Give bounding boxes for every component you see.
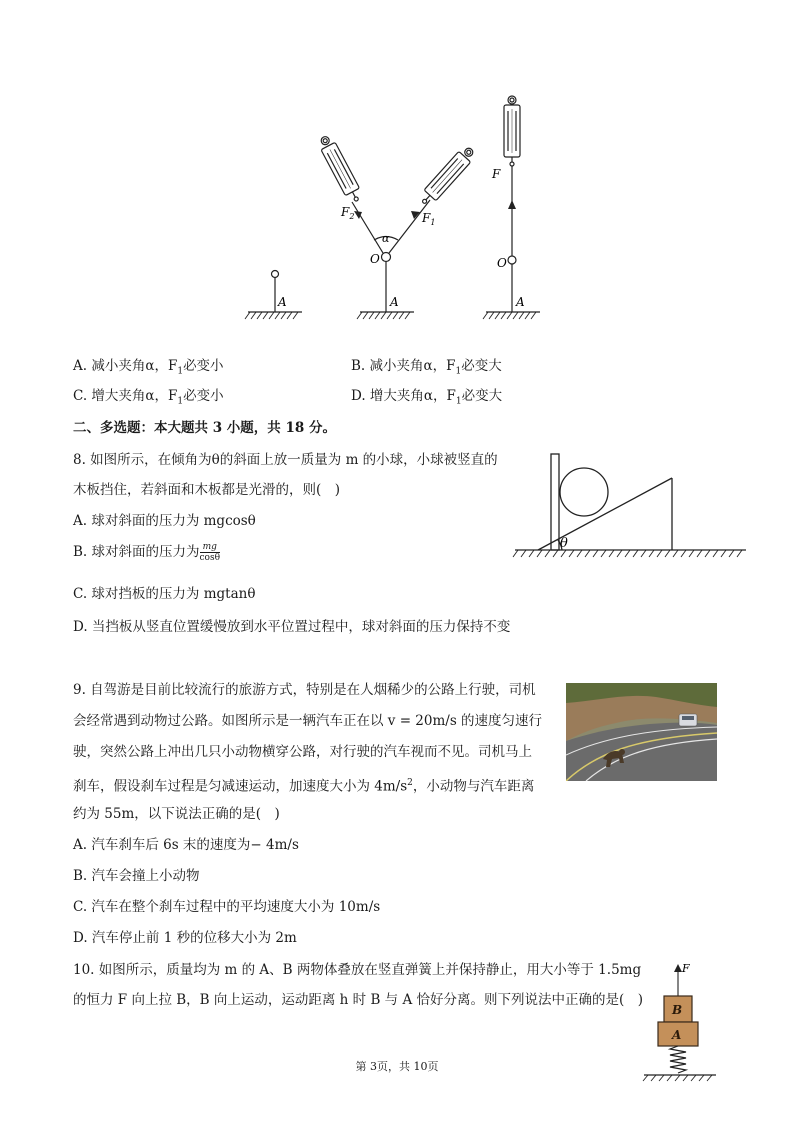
page-footer: 第 3页，共 10页	[355, 1060, 439, 1073]
label-A2: A	[390, 295, 399, 309]
q9-line2: 会经常遇到动物过公路。如图所示是一辆汽车正在以 v = 20m/s 的速度匀速行	[73, 713, 543, 729]
spring-balance-figure	[240, 90, 560, 325]
q8-option-b: B. 球对斜面的压力为 $\frac{mg}{\cos\theta}$	[73, 542, 221, 563]
q9-line4: 刹车，假设刹车过程是匀减速运动，加速度大小为 $4m/s^2$，小动物与汽车距离	[73, 778, 535, 795]
q7-option-b: B. 减小夹角α，$F_1$必变大	[351, 358, 502, 377]
label-A: A	[672, 1028, 682, 1042]
q8-line1: 8. 如图所示，在倾角为θ的斜面上放一质量为 m 的小球，小球被竖直的	[73, 452, 498, 468]
label-F2: $F_2$	[341, 205, 355, 221]
label-B: B	[672, 1003, 683, 1017]
q10-line2: 的恒力 F 向上拉 B，B 向上运动，运动距离 h 时 B 与 A 恰好分离。则下列说法中正确的是( )	[73, 992, 644, 1008]
force-arrow	[674, 964, 682, 972]
q9-option-a: A. 汽车刹车后 6s 末的速度为− 4m/s	[73, 837, 299, 853]
q9-option-c: C. 汽车在整个刹车过程中的平均速度大小为 10m/s	[73, 899, 381, 915]
road-animal-photo	[566, 683, 717, 781]
arrow-F2	[354, 211, 362, 219]
q10-line1: 10. 如图所示，质量均为 m 的 A、B 两物体叠放在竖直弹簧上并保持静止，用大小等于 1.5mg	[73, 962, 642, 978]
q7-option-a: A. 减小夹角α，$F_1$必变小	[73, 358, 224, 377]
q8-line2: 木板挡住，若斜面和木板都是光滑的，则( )	[73, 482, 341, 498]
label-A3: A	[516, 295, 525, 309]
arrow-F	[508, 200, 516, 209]
q9-line1: 9. 自驾游是目前比较流行的旅游方式，特别是在人烟稀少的公路上行驶，司机	[73, 682, 536, 698]
diagram-peg	[245, 271, 302, 320]
q8-option-c: C. 球对挡板的压力为 mgtanθ	[73, 586, 256, 602]
q9-option-b: B. 汽车会撞上小动物	[73, 868, 200, 884]
q9-line5: 约为 55m，以下说法正确的是( )	[73, 806, 280, 822]
label-O1: O	[370, 252, 380, 266]
diagram-two-balances	[316, 133, 477, 319]
q9-line3: 驶，突然公路上冲出几只小动物横穿公路，对行驶的汽车视而不见。司机马上	[73, 744, 532, 760]
q9-option-d: D. 汽车停止前 1 秒的位移大小为 2m	[73, 930, 297, 946]
label-F1: $F_1$	[422, 211, 436, 227]
label-theta: θ	[560, 536, 568, 551]
q7-option-d: D. 增大夹角α，$F_1$必变大	[351, 388, 503, 407]
label-O2: O	[497, 256, 507, 270]
label-force-F: F	[682, 962, 690, 975]
label-A1: A	[278, 295, 287, 309]
q7-option-c: C. 增大夹角α，$F_1$必变小	[73, 388, 224, 407]
section-heading: 二、多选题：本大题共 3 小题，共 18 分。	[73, 420, 336, 436]
q8-option-a: A. 球对斜面的压力为 mgcosθ	[73, 513, 256, 529]
incline-figure	[510, 450, 750, 562]
q8-option-d: D. 当挡板从竖直位置缓慢放到水平位置过程中，球对斜面的压力保持不变	[73, 619, 511, 635]
label-F: F	[492, 167, 501, 181]
label-alpha: α	[382, 232, 390, 245]
